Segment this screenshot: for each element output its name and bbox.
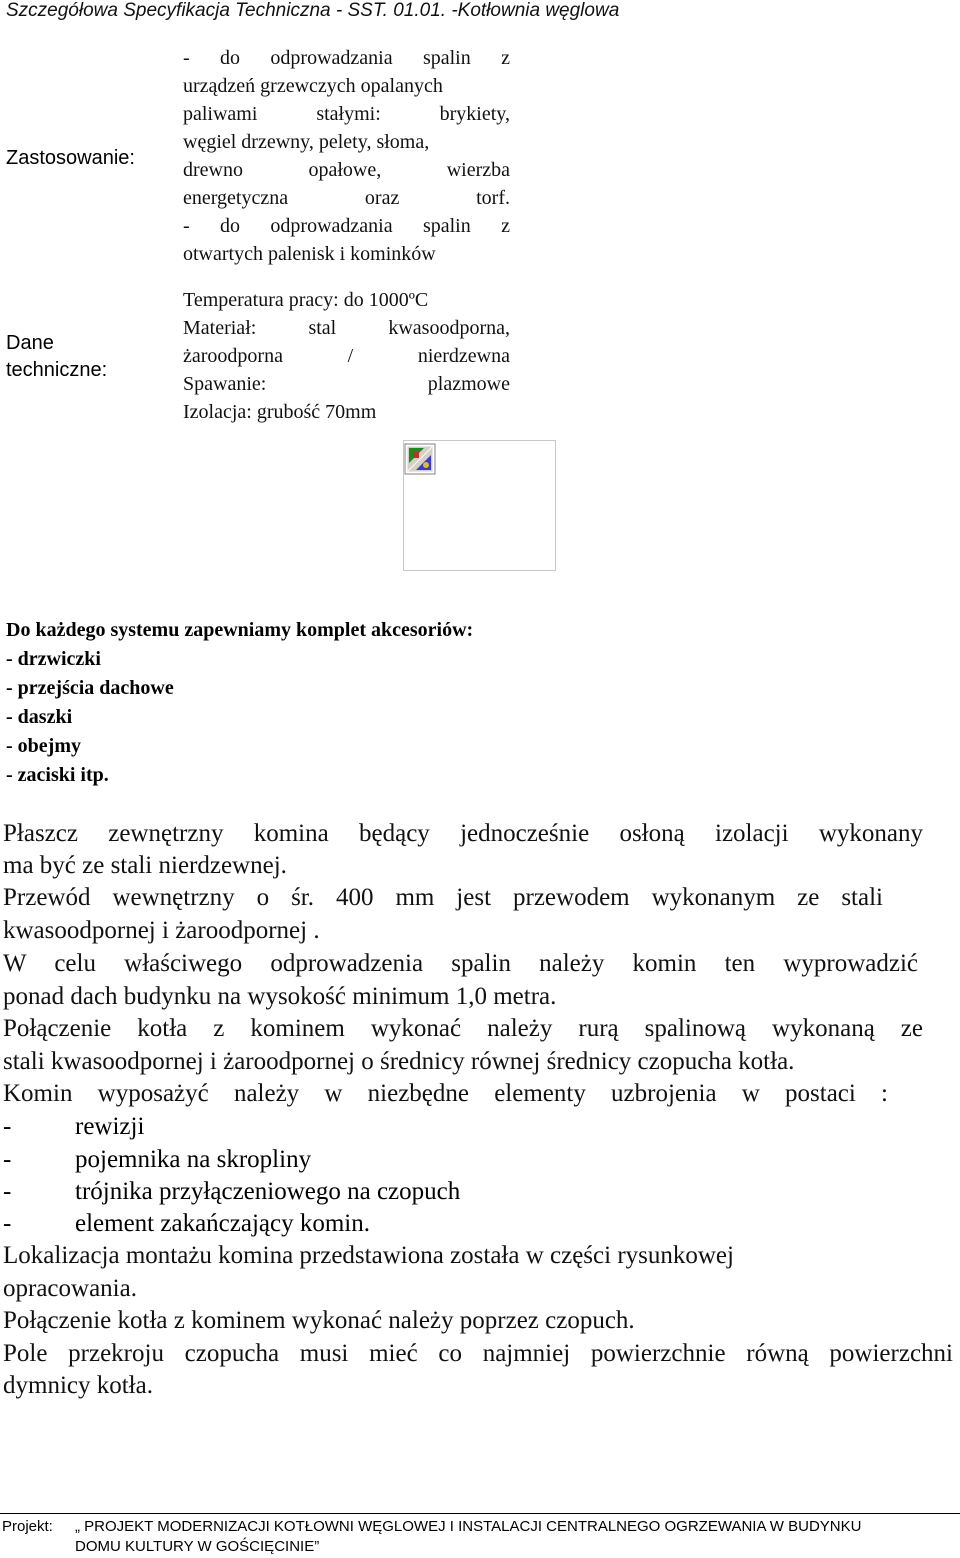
technical-line: Materiał: stal kwasoodporna, bbox=[183, 317, 510, 339]
application-line: paliwami stałymi: brykiety, bbox=[183, 103, 510, 125]
application-line: otwartych palenisk i kominków bbox=[183, 243, 436, 265]
accessory-item: - przejścia dachowe bbox=[6, 677, 174, 699]
body-line: W celu właściwego odprowadzenia spalin należy komin ten wyprowadzić bbox=[3, 950, 918, 977]
body-line: Pole przekroju czopucha musi mieć co najmniej powierzchnie równą powierzchni bbox=[3, 1340, 953, 1367]
list-item: element zakańczający komin. bbox=[75, 1210, 370, 1237]
list-dash: - bbox=[3, 1210, 12, 1237]
application-line: urządzeń grzewczych opalanych bbox=[183, 75, 443, 97]
body-line: Komin wyposażyć należy w niezbędne elementy uzbrojenia w postaci : bbox=[3, 1080, 888, 1107]
body-line: opracowania. bbox=[3, 1275, 137, 1302]
body-line: Przewód wewnętrzny o śr. 400 mm jest przewodem wykonanym ze stali bbox=[3, 884, 883, 911]
broken-image-icon bbox=[404, 443, 436, 475]
technical-label-line2: techniczne: bbox=[6, 359, 108, 381]
body-line: Lokalizacja montażu komina przedstawiona została w części rysunkowej bbox=[3, 1242, 734, 1269]
accessory-item: - daszki bbox=[6, 706, 73, 728]
footer-project-line1: „ PROJEKT MODERNIZACJI KOTŁOWNI WĘGLOWEJ I INSTALACJI CENTRALNEGO OGRZEWANIA W BUDYNKU bbox=[75, 1518, 862, 1535]
technical-line: Spawanie: plazmowe bbox=[183, 373, 510, 395]
footer-prefix: Projekt: bbox=[2, 1518, 53, 1535]
body-line: Połączenie kotła z kominem wykonać należy poprzez czopuch. bbox=[3, 1307, 635, 1334]
body-line: kwasoodpornej i żaroodpornej . bbox=[3, 917, 320, 944]
image-placeholder bbox=[403, 440, 556, 571]
list-dash: - bbox=[3, 1178, 12, 1205]
body-line: ponad dach budynku na wysokość minimum 1,0 metra. bbox=[3, 983, 557, 1010]
accessories-heading: Do każdego systemu zapewniamy komplet akcesoriów: bbox=[6, 619, 474, 641]
list-item: trójnika przyłączeniowego na czopuch bbox=[75, 1178, 461, 1205]
application-line: - do odprowadzania spalin z bbox=[183, 47, 510, 69]
application-line: energetyczna oraz torf. bbox=[183, 187, 510, 209]
accessory-item: - zaciski itp. bbox=[6, 764, 109, 786]
footer-divider bbox=[0, 1513, 960, 1514]
technical-line: Temperatura pracy: do 1000ºC bbox=[183, 289, 429, 311]
application-label: Zastosowanie: bbox=[6, 147, 135, 169]
list-dash: - bbox=[3, 1146, 12, 1173]
list-item: rewizji bbox=[75, 1113, 145, 1140]
body-line: Płaszcz zewnętrzny komina będący jednocześnie osłoną izolacji wykonany bbox=[3, 820, 923, 847]
application-line: węgiel drzewny, pelety, słoma, bbox=[183, 131, 430, 153]
list-item: pojemnika na skropliny bbox=[75, 1146, 312, 1173]
technical-line: Izolacja: grubość 70mm bbox=[183, 401, 377, 423]
footer-project-line2: DOMU KULTURY W GOŚCIĘCINIE” bbox=[75, 1538, 320, 1555]
body-line: ma być ze stali nierdzewnej. bbox=[3, 852, 287, 879]
accessory-item: - obejmy bbox=[6, 735, 81, 757]
body-line: stali kwasoodpornej i żaroodpornej o średnicy równej średnicy czopucha kotła. bbox=[3, 1048, 795, 1075]
application-line: drewno opałowe, wierzba bbox=[183, 159, 510, 181]
technical-line: żaroodporna / nierdzewna bbox=[183, 345, 510, 367]
application-line: - do odprowadzania spalin z bbox=[183, 215, 510, 237]
body-line: dymnicy kotła. bbox=[3, 1372, 153, 1399]
document-header-title: Szczegółowa Specyfikacja Techniczna - SST. 01.01. -Kotłownia węglowa bbox=[6, 0, 620, 21]
technical-label-line1: Dane bbox=[6, 332, 54, 354]
list-dash: - bbox=[3, 1113, 12, 1140]
body-line: Połączenie kotła z kominem wykonać należy rurą spalinową wykonaną ze bbox=[3, 1015, 923, 1042]
accessory-item: - drzwiczki bbox=[6, 648, 101, 670]
